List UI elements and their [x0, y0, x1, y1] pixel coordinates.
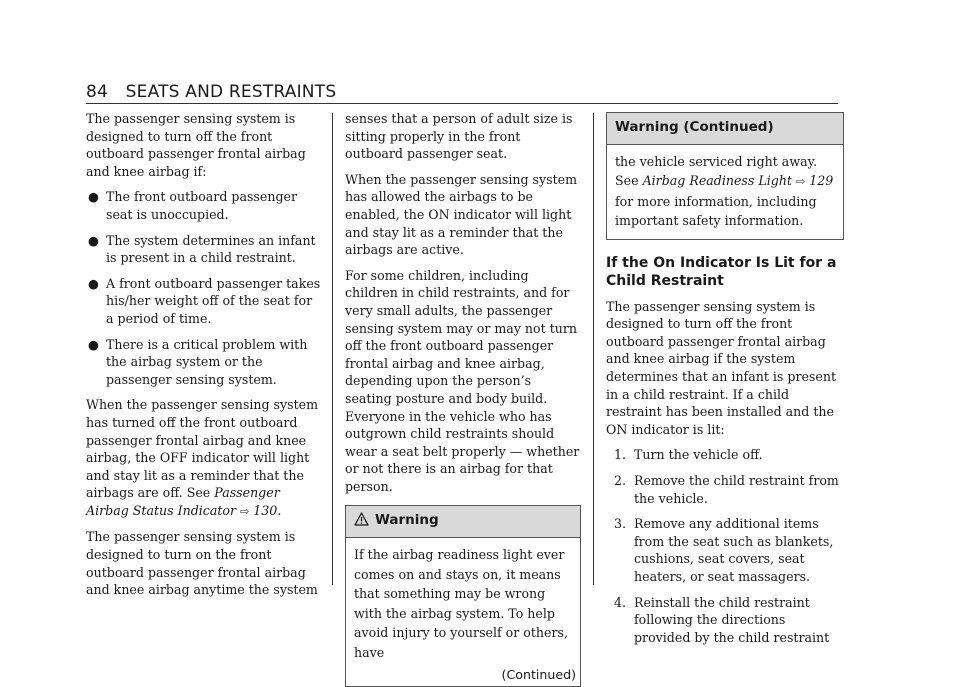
page-header [86, 82, 336, 102]
bullet: ● [88, 189, 99, 205]
column-2 [345, 110, 581, 687]
warning-body: If the airbag readiness light ever comes on and stays on, it means that something may be wrong with the airbag system. To help avoid injury to yourself or others, have [354, 547, 568, 660]
warning-title: Warning [375, 512, 439, 529]
list-item: ● The front outboard passenger seat is unoccupied. [88, 189, 297, 222]
header-rule [86, 103, 838, 104]
page-arrow-icon: ⇨ [796, 175, 806, 189]
intro-paragraph: The passenger sensing system is designed to turn off the front outboard passenger frontal airbag and knee airbag if: [86, 111, 306, 179]
column-1 [86, 110, 322, 607]
list-item: 1. Turn the vehicle off. [614, 447, 763, 463]
page-arrow-icon: ⇨ [240, 504, 250, 518]
list-item: 3. Remove any additional items from the seat such as blankets, cushions, seat covers, seat heaters, or seat massagers. [614, 516, 834, 584]
page-number: 84 [86, 82, 109, 102]
adult-size-paragraph: senses that a person of adult size is sitting properly in the front outboard passenger seat. [345, 111, 573, 162]
child-restraint-intro: The passenger sensing system is designed to turn off the front outboard passenger frontal airbag and knee airbag if the system determines that an infant is present in a child restraint. If a child restraint has been installed and the ON indicator is lit: [606, 298, 837, 437]
list-item: ● There is a critical problem with the airbag system or the passenger sensing system. [88, 336, 308, 387]
cross-reference-link[interactable]: Airbag Readiness Light ⇨ 129 [642, 173, 834, 189]
turn-on-paragraph: The passenger sensing system is designed to turn on the front outboard passenger frontal airbag and knee airbag anytime the system [86, 529, 318, 598]
children-paragraph: For some children, including children in child restraints, and for very small adults, the passenger sensing system may or may not turn off the front outboard passenger frontal airbag and knee airbag, depending upon the person’s seating posture and body build. Everyone in the vehicle who has outgrown child restraints should wear a seat belt properly — whether or not there is an airbag for that person. [345, 267, 580, 494]
list-item: 4. Reinstall the child restraint following the directions provided by the child restraint [614, 594, 830, 645]
on-indicator-paragraph: When the passenger sensing system has allowed the airbags to be enabled, the ON indicator will light and stay lit as a reminder that the airbags are active. [345, 171, 578, 258]
off-indicator-paragraph: When the passenger sensing system has turned off the front outboard passenger frontal airbag and knee airbag, the OFF indicator will light and stay lit as a reminder that the airbags are off. See Passenger Airbag Status Indicator ⇨ 130. [86, 397, 319, 518]
column-divider-right [593, 113, 594, 585]
list-item: ● The system determines an infant is present in a child restraint. [88, 232, 316, 266]
section-heading: If the On Indicator Is Lit for a Child Restraint [606, 254, 837, 289]
list-item: ● A front outboard passenger takes his/her weight off of the seat for a period of time. [88, 275, 321, 326]
column-3 [606, 110, 844, 654]
continued-label: (Continued) [501, 667, 576, 683]
bullet: ● [88, 275, 99, 291]
warning-triangle-icon [354, 512, 369, 526]
bullet: ● [88, 336, 99, 352]
column-divider-left [332, 113, 333, 585]
section-title: SEATS AND RESTRAINTS [125, 82, 337, 102]
warning-continued-header: Warning (Continued) [607, 113, 843, 145]
cross-reference-link[interactable]: Passenger Airbag Status Indicator ⇨ 130 [86, 485, 280, 518]
bullet: ● [88, 232, 99, 248]
warning-header [346, 506, 580, 538]
warning-box [345, 505, 581, 686]
warning-continued-body: the vehicle serviced right away. See Airbag Readiness Light ⇨ 129 for more information, including important safety information. [615, 153, 834, 229]
warning-continued-box [606, 112, 844, 240]
list-item: 2. Remove the child restraint from the vehicle. [614, 472, 839, 506]
